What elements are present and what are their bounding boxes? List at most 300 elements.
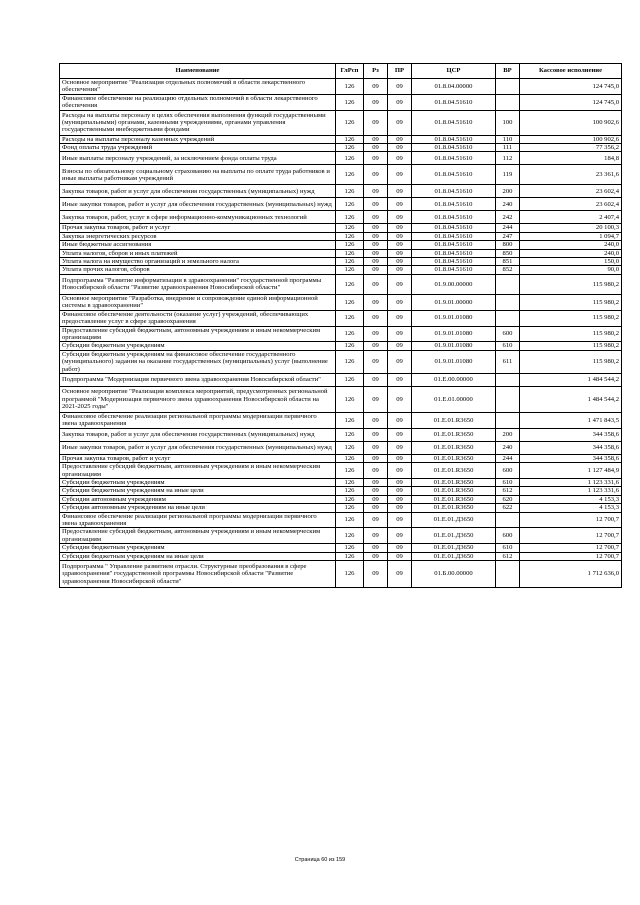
cell-rz: 09	[364, 135, 388, 143]
cell-pr: 09	[388, 373, 412, 386]
cell-pr: 09	[388, 512, 412, 528]
cell-grs: 126	[336, 310, 364, 326]
cell-pr: 09	[388, 211, 412, 224]
table-row	[60, 544, 622, 552]
table-row	[60, 266, 622, 274]
cell-vr	[496, 79, 520, 95]
cell-csr: 01.9.00.00000	[412, 274, 496, 294]
cell-name: Финансовое обеспечение на реализацию отдельных полномочий в области лекарственного обеспечения	[60, 94, 336, 110]
cell-name: Уплата налога на имущество организаций и земельного налога	[60, 258, 336, 266]
cell-name: Субсидии бюджетным учреждениям на финансовое обеспечение государственного (муниципального) задания на оказание государственных (муниципальных) услуг (выполнение работ)	[60, 350, 336, 373]
cell-pr: 09	[388, 135, 412, 143]
cell-name: Закупка энергетических ресурсов	[60, 232, 336, 240]
cell-rz: 09	[364, 310, 388, 326]
cell-name: Финансовое обеспечение реализации региональной программы модернизации первичного звена здравоохранения	[60, 512, 336, 528]
cell-rz: 09	[364, 428, 388, 441]
cell-vr	[496, 274, 520, 294]
table-row	[60, 135, 622, 143]
cell-vr	[496, 310, 520, 326]
table-header-row	[60, 64, 622, 79]
header-name: Наименование	[60, 64, 336, 79]
cell-amount: 115 980,2	[520, 350, 622, 373]
cell-grs: 126	[336, 528, 364, 544]
cell-rz: 09	[364, 94, 388, 110]
cell-name: Подпрограмма " Управление развитием отрасли. Структурные преобразования в сфере здравоохранения" государственной программы Новосибирской области "Развитие здравоохранения Новосибирской области"	[60, 561, 336, 588]
table-row	[60, 561, 622, 588]
cell-rz: 09	[364, 266, 388, 274]
cell-csr: 01.E.01.R3650	[412, 495, 496, 503]
cell-vr: 612	[496, 487, 520, 495]
cell-rz: 09	[364, 495, 388, 503]
cell-grs: 126	[336, 326, 364, 342]
cell-grs: 126	[336, 463, 364, 479]
cell-rz: 09	[364, 528, 388, 544]
cell-amount: 115 980,2	[520, 294, 622, 310]
cell-grs: 126	[336, 386, 364, 412]
cell-grs: 126	[336, 232, 364, 240]
cell-amount: 90,0	[520, 266, 622, 274]
cell-pr: 09	[388, 94, 412, 110]
cell-grs: 126	[336, 504, 364, 512]
table-row	[60, 310, 622, 326]
table-row	[60, 198, 622, 211]
cell-rz: 09	[364, 350, 388, 373]
cell-pr: 09	[388, 561, 412, 588]
cell-rz: 09	[364, 274, 388, 294]
budget-table-container	[59, 63, 621, 588]
header-csr: ЦСР	[412, 64, 496, 79]
cell-pr: 09	[388, 544, 412, 552]
cell-amount: 344 358,6	[520, 454, 622, 462]
cell-name: Подпрограмма "Развитие информатизации в здравоохранении" государственной программы Новосибирской области "Развитие здравоохранения Новосибирской области"	[60, 274, 336, 294]
cell-grs: 126	[336, 294, 364, 310]
table-row	[60, 373, 622, 386]
cell-pr: 09	[388, 441, 412, 454]
cell-pr: 09	[388, 152, 412, 165]
cell-grs: 126	[336, 512, 364, 528]
cell-csr: 01.E.01.R3650	[412, 428, 496, 441]
cell-name: Уплата прочих налогов, сборов	[60, 266, 336, 274]
cell-amount: 124 745,0	[520, 94, 622, 110]
cell-grs: 126	[336, 211, 364, 224]
cell-name: Прочая закупка товаров, работ и услуг	[60, 454, 336, 462]
cell-grs: 126	[336, 185, 364, 198]
cell-amount: 23 602,4	[520, 185, 622, 198]
cell-grs: 126	[336, 198, 364, 211]
cell-amount: 1 712 636,0	[520, 561, 622, 588]
cell-rz: 09	[364, 412, 388, 428]
cell-csr: 01.E.01.Д3650	[412, 544, 496, 552]
cell-amount: 2 407,4	[520, 211, 622, 224]
cell-rz: 09	[364, 144, 388, 152]
cell-rz: 09	[364, 544, 388, 552]
cell-vr: 112	[496, 152, 520, 165]
cell-rz: 09	[364, 504, 388, 512]
cell-amount: 124 745,0	[520, 79, 622, 95]
budget-execution-table	[59, 63, 622, 588]
cell-csr: 01.9.01.01080	[412, 350, 496, 373]
cell-csr: 01.E.01.Д3650	[412, 552, 496, 560]
cell-pr: 09	[388, 412, 412, 428]
cell-amount: 12 700,7	[520, 512, 622, 528]
table-row	[60, 249, 622, 257]
cell-vr: 110	[496, 135, 520, 143]
cell-rz: 09	[364, 152, 388, 165]
cell-grs: 126	[336, 495, 364, 503]
cell-vr: 240	[496, 441, 520, 454]
table-row	[60, 512, 622, 528]
cell-vr	[496, 294, 520, 310]
header-grs: ГлРсп	[336, 64, 364, 79]
cell-rz: 09	[364, 441, 388, 454]
header-amount: Кассовое исполнение	[520, 64, 622, 79]
header-vr: ВР	[496, 64, 520, 79]
cell-amount: 115 980,2	[520, 342, 622, 350]
cell-grs: 126	[336, 165, 364, 185]
cell-rz: 09	[364, 478, 388, 486]
cell-vr: 620	[496, 495, 520, 503]
cell-amount: 1 484 544,2	[520, 386, 622, 412]
cell-grs: 126	[336, 224, 364, 232]
cell-amount: 1 123 331,6	[520, 487, 622, 495]
cell-rz: 09	[364, 463, 388, 479]
cell-csr: 01.8.04.51610	[412, 185, 496, 198]
cell-vr: 244	[496, 454, 520, 462]
cell-vr	[496, 386, 520, 412]
cell-rz: 09	[364, 185, 388, 198]
cell-csr: 01.9.01.01080	[412, 326, 496, 342]
cell-rz: 09	[364, 294, 388, 310]
cell-name: Субсидии бюджетным учреждениям на иные цели	[60, 487, 336, 495]
cell-amount: 184,8	[520, 152, 622, 165]
cell-amount: 23 602,4	[520, 198, 622, 211]
cell-vr: 851	[496, 258, 520, 266]
cell-csr: 01.E.01.R3650	[412, 463, 496, 479]
table-row	[60, 454, 622, 462]
cell-vr	[496, 373, 520, 386]
cell-name: Иные выплаты персоналу учреждений, за исключением фонда оплаты труда	[60, 152, 336, 165]
cell-amount: 344 358,6	[520, 428, 622, 441]
cell-pr: 09	[388, 454, 412, 462]
table-row	[60, 258, 622, 266]
cell-grs: 126	[336, 561, 364, 588]
cell-csr: 01.8.04.00000	[412, 79, 496, 95]
cell-grs: 126	[336, 441, 364, 454]
cell-amount: 1 123 331,6	[520, 478, 622, 486]
cell-pr: 09	[388, 79, 412, 95]
cell-rz: 09	[364, 386, 388, 412]
cell-rz: 09	[364, 198, 388, 211]
table-row	[60, 274, 622, 294]
cell-name: Предоставление субсидий бюджетным, автономным учреждениям и иным некоммерческим организациям	[60, 463, 336, 479]
cell-grs: 126	[336, 79, 364, 95]
table-row	[60, 185, 622, 198]
cell-vr: 611	[496, 350, 520, 373]
cell-grs: 126	[336, 249, 364, 257]
cell-grs: 126	[336, 478, 364, 486]
table-row	[60, 350, 622, 373]
cell-amount: 100 902,6	[520, 110, 622, 135]
cell-amount: 77 356,2	[520, 144, 622, 152]
cell-vr: 119	[496, 165, 520, 185]
cell-pr: 09	[388, 463, 412, 479]
cell-pr: 09	[388, 342, 412, 350]
cell-name: Иные бюджетные ассигнования	[60, 241, 336, 249]
table-row	[60, 232, 622, 240]
cell-grs: 126	[336, 274, 364, 294]
cell-amount: 12 700,7	[520, 552, 622, 560]
cell-rz: 09	[364, 373, 388, 386]
cell-grs: 126	[336, 266, 364, 274]
cell-name: Субсидии автономным учреждениям на иные цели	[60, 504, 336, 512]
cell-name: Предоставление субсидий бюджетным, автономным учреждениям и иным некоммерческим организациям	[60, 326, 336, 342]
cell-rz: 09	[364, 211, 388, 224]
cell-rz: 09	[364, 241, 388, 249]
cell-amount: 240,0	[520, 249, 622, 257]
cell-csr: 01.8.04.51610	[412, 94, 496, 110]
cell-pr: 09	[388, 258, 412, 266]
cell-grs: 126	[336, 552, 364, 560]
cell-rz: 09	[364, 512, 388, 528]
cell-rz: 09	[364, 454, 388, 462]
cell-csr: 01.8.04.51610	[412, 211, 496, 224]
cell-pr: 09	[388, 552, 412, 560]
cell-csr: 01.8.04.51610	[412, 198, 496, 211]
page-number: Страница 60 из 159	[294, 857, 346, 863]
cell-amount: 12 700,7	[520, 544, 622, 552]
cell-name: Финансовое обеспечение реализации региональной программы модернизации первичного звена здравоохранения	[60, 412, 336, 428]
cell-amount: 12 700,7	[520, 528, 622, 544]
cell-name: Прочая закупка товаров, работ и услуг	[60, 224, 336, 232]
cell-grs: 126	[336, 428, 364, 441]
cell-vr: 100	[496, 110, 520, 135]
cell-rz: 09	[364, 258, 388, 266]
cell-amount: 23 361,6	[520, 165, 622, 185]
cell-pr: 09	[388, 165, 412, 185]
cell-name: Субсидии бюджетным учреждениям	[60, 544, 336, 552]
table-row	[60, 504, 622, 512]
cell-csr: 01.8.04.51610	[412, 110, 496, 135]
cell-pr: 09	[388, 294, 412, 310]
cell-name: Закупка товаров, работ и услуг для обеспечения государственных (муниципальных) нужд	[60, 185, 336, 198]
table-row	[60, 342, 622, 350]
table-row	[60, 412, 622, 428]
table-row	[60, 463, 622, 479]
cell-vr: 610	[496, 544, 520, 552]
cell-vr: 600	[496, 463, 520, 479]
cell-amount: 115 980,2	[520, 326, 622, 342]
cell-pr: 09	[388, 310, 412, 326]
cell-grs: 126	[336, 350, 364, 373]
cell-csr: 01.9.01.00000	[412, 294, 496, 310]
cell-amount: 1 094,7	[520, 232, 622, 240]
cell-amount: 115 980,2	[520, 310, 622, 326]
table-row	[60, 165, 622, 185]
table-row	[60, 152, 622, 165]
cell-csr: 01.8.04.51610	[412, 266, 496, 274]
cell-rz: 09	[364, 552, 388, 560]
cell-vr: 610	[496, 478, 520, 486]
cell-pr: 09	[388, 185, 412, 198]
cell-csr: 01.8.04.51610	[412, 258, 496, 266]
table-row	[60, 326, 622, 342]
table-row	[60, 428, 622, 441]
header-pr: ПР	[388, 64, 412, 79]
cell-name: Основное мероприятие "Разработка, внедрение и сопровождение единой информационной системы в здравоохранении"	[60, 294, 336, 310]
cell-grs: 126	[336, 241, 364, 249]
cell-csr: 01.E.01.R3650	[412, 412, 496, 428]
cell-csr: 01.9.01.01080	[412, 342, 496, 350]
table-row	[60, 211, 622, 224]
cell-pr: 09	[388, 528, 412, 544]
cell-csr: 01.8.04.51610	[412, 144, 496, 152]
cell-rz: 09	[364, 326, 388, 342]
cell-amount: 20 100,3	[520, 224, 622, 232]
cell-name: Иные закупки товаров, работ и услуг для обеспечения государственных (муниципальных) нужд	[60, 441, 336, 454]
table-row	[60, 487, 622, 495]
cell-rz: 09	[364, 79, 388, 95]
cell-amount: 1 127 484,9	[520, 463, 622, 479]
cell-name: Основное мероприятие "Реализация отдельных полномочий в области лекарственного обеспечения"	[60, 79, 336, 95]
cell-amount: 100 902,6	[520, 135, 622, 143]
table-row	[60, 294, 622, 310]
header-rz: Рз	[364, 64, 388, 79]
cell-amount: 4 153,3	[520, 495, 622, 503]
cell-grs: 126	[336, 487, 364, 495]
cell-pr: 09	[388, 495, 412, 503]
table-row	[60, 386, 622, 412]
table-row	[60, 441, 622, 454]
cell-name: Субсидии автономным учреждениям	[60, 495, 336, 503]
cell-amount: 1 484 544,2	[520, 373, 622, 386]
cell-pr: 09	[388, 110, 412, 135]
cell-vr: 600	[496, 326, 520, 342]
cell-pr: 09	[388, 428, 412, 441]
cell-csr: 01.E.01.R3650	[412, 454, 496, 462]
cell-grs: 126	[336, 544, 364, 552]
cell-name: Расходы на выплаты персоналу казенных учреждений	[60, 135, 336, 143]
cell-pr: 09	[388, 487, 412, 495]
cell-vr: 612	[496, 552, 520, 560]
cell-grs: 126	[336, 342, 364, 350]
cell-pr: 09	[388, 274, 412, 294]
cell-grs: 126	[336, 373, 364, 386]
cell-pr: 09	[388, 144, 412, 152]
cell-grs: 126	[336, 152, 364, 165]
cell-csr: 01.E.01.00000	[412, 386, 496, 412]
cell-vr: 800	[496, 241, 520, 249]
cell-rz: 09	[364, 232, 388, 240]
cell-name: Взносы по обязательному социальному страхованию на выплаты по оплате труда работников и иные выплаты работникам учреждений	[60, 165, 336, 185]
cell-vr	[496, 561, 520, 588]
cell-pr: 09	[388, 478, 412, 486]
cell-csr: 01.E.00.00000	[412, 373, 496, 386]
cell-vr: 200	[496, 428, 520, 441]
cell-grs: 126	[336, 110, 364, 135]
cell-csr: 01.8.04.51610	[412, 249, 496, 257]
cell-name: Основное мероприятие "Реализация комплекса мероприятий, предусмотренных региональной программой "Модернизация первичного звена здравоохранения Новосибирской области на 2021-2025 годы"	[60, 386, 336, 412]
cell-grs: 126	[336, 94, 364, 110]
cell-name: Финансовое обеспечение деятельности (оказание услуг) учреждений, обеспечивающих предоставление услуг в сфере здравоохранения	[60, 310, 336, 326]
cell-vr: 610	[496, 342, 520, 350]
cell-pr: 09	[388, 232, 412, 240]
cell-vr: 244	[496, 224, 520, 232]
cell-vr: 850	[496, 249, 520, 257]
table-row	[60, 224, 622, 232]
cell-grs: 126	[336, 258, 364, 266]
cell-pr: 09	[388, 504, 412, 512]
cell-amount: 115 980,2	[520, 274, 622, 294]
cell-rz: 09	[364, 224, 388, 232]
cell-pr: 09	[388, 350, 412, 373]
cell-name: Подпрограмма "Модернизация первичного звена здравоохранения Новосибирской области"	[60, 373, 336, 386]
table-row	[60, 495, 622, 503]
cell-vr: 852	[496, 266, 520, 274]
cell-csr: 01.8.04.51610	[412, 232, 496, 240]
cell-rz: 09	[364, 561, 388, 588]
table-row	[60, 79, 622, 95]
cell-rz: 09	[364, 249, 388, 257]
cell-amount: 150,0	[520, 258, 622, 266]
cell-csr: 01.9.01.01080	[412, 310, 496, 326]
cell-vr: 247	[496, 232, 520, 240]
cell-name: Иные закупки товаров, работ и услуг для обеспечения государственных (муниципальных) нужд	[60, 198, 336, 211]
table-row	[60, 241, 622, 249]
cell-vr	[496, 512, 520, 528]
cell-vr: 200	[496, 185, 520, 198]
cell-rz: 09	[364, 342, 388, 350]
cell-vr	[496, 412, 520, 428]
cell-name: Уплата налогов, сборов и иных платежей	[60, 249, 336, 257]
table-row	[60, 144, 622, 152]
cell-pr: 09	[388, 224, 412, 232]
cell-vr: 600	[496, 528, 520, 544]
cell-vr: 622	[496, 504, 520, 512]
cell-csr: 01.E.01.R3650	[412, 441, 496, 454]
cell-grs: 126	[336, 454, 364, 462]
cell-amount: 240,0	[520, 241, 622, 249]
cell-pr: 09	[388, 198, 412, 211]
table-row	[60, 94, 622, 110]
cell-pr: 09	[388, 326, 412, 342]
cell-rz: 09	[364, 165, 388, 185]
cell-amount: 1 471 843,5	[520, 412, 622, 428]
cell-csr: 01.E.01.R3650	[412, 487, 496, 495]
cell-rz: 09	[364, 487, 388, 495]
cell-amount: 344 358,6	[520, 441, 622, 454]
table-row	[60, 528, 622, 544]
cell-name: Расходы на выплаты персоналу в целях обеспечения выполнения функций государственными (муниципальными) органами, казенными учреждениями, органами управления государственными внебюджетными фондами	[60, 110, 336, 135]
cell-csr: 01.8.04.51610	[412, 135, 496, 143]
cell-amount: 4 153,3	[520, 504, 622, 512]
cell-name: Фонд оплаты труда учреждений	[60, 144, 336, 152]
cell-rz: 09	[364, 110, 388, 135]
cell-csr: 01.8.04.51610	[412, 165, 496, 185]
cell-csr: 01.8.04.51610	[412, 152, 496, 165]
cell-pr: 09	[388, 266, 412, 274]
cell-csr: 01.8.04.51610	[412, 241, 496, 249]
cell-csr: 01.E.01.Д3650	[412, 528, 496, 544]
cell-vr: 240	[496, 198, 520, 211]
cell-name: Субсидии бюджетным учреждениям	[60, 342, 336, 350]
cell-csr: 01.E.01.Д3650	[412, 512, 496, 528]
table-row	[60, 478, 622, 486]
cell-csr: 01.E.01.R3650	[412, 478, 496, 486]
cell-grs: 126	[336, 412, 364, 428]
table-row	[60, 110, 622, 135]
cell-vr: 242	[496, 211, 520, 224]
cell-pr: 09	[388, 386, 412, 412]
